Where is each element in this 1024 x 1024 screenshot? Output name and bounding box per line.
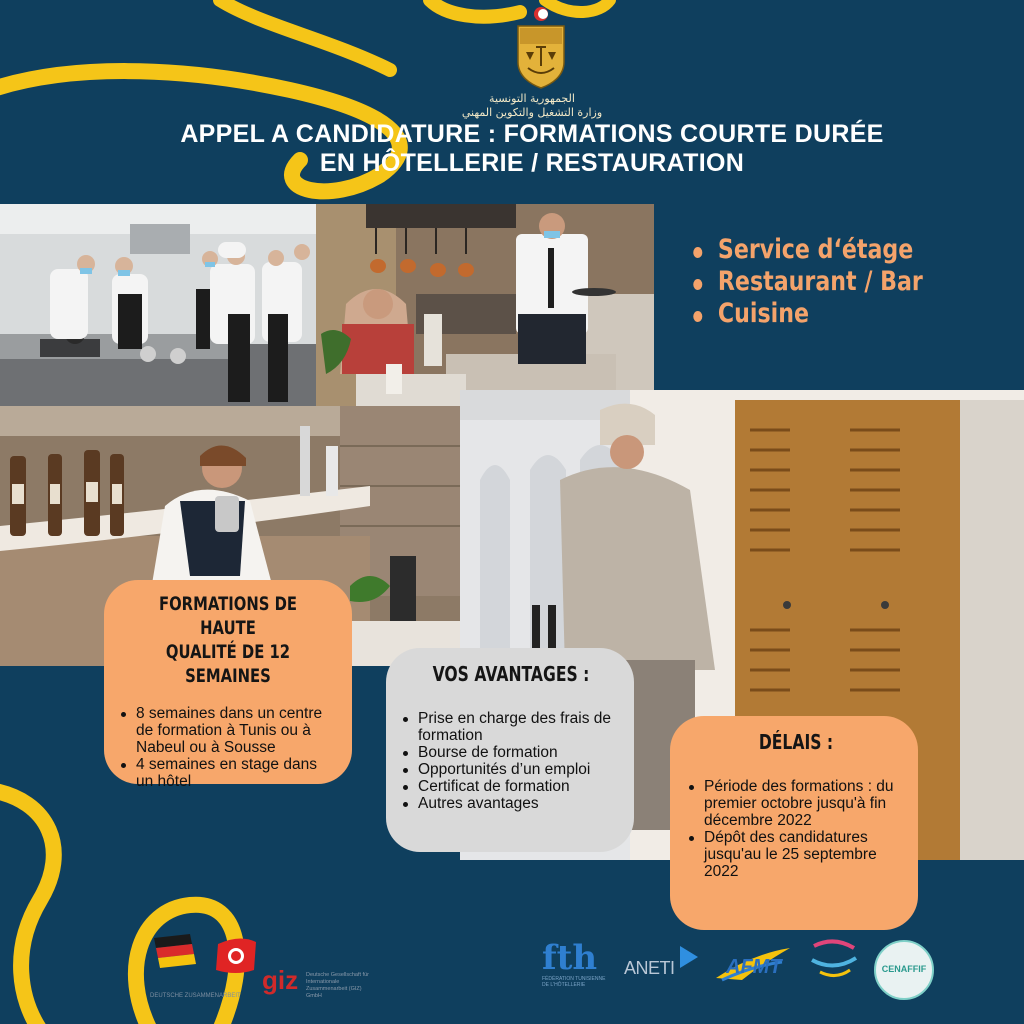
formations-heading-line-1: FORMATIONS DE HAUTE xyxy=(158,593,298,639)
list-item: Bourse de formation xyxy=(400,744,622,761)
ministry-arabic-line-1: الجمهورية التونسية xyxy=(489,92,575,105)
formations-box xyxy=(104,580,352,790)
aneti-wordmark: ANETI xyxy=(624,958,675,978)
cenaffif-logo xyxy=(874,940,934,1000)
german-coop-text: DEUTSCHE ZUSAMMENARBEIT xyxy=(150,993,241,999)
avantages-box xyxy=(386,648,634,852)
cenaffif-wordmark: CENAFFIF xyxy=(881,964,927,974)
programs-list xyxy=(690,234,990,330)
giz-logo xyxy=(262,966,372,1000)
program-item: Restaurant / Bar xyxy=(690,266,936,298)
tunisia-coat-of-arms-icon xyxy=(512,4,570,92)
list-item: Autres avantages xyxy=(400,795,622,812)
list-item: Période des formations : du premier octobre jusqu'à fin décembre 2022 xyxy=(686,778,906,829)
list-item: Opportunités d’un emploi xyxy=(400,761,622,778)
crescent-swirl-icon xyxy=(806,938,862,982)
fth-wordmark: fth xyxy=(542,938,598,978)
fth-text: FÉDÉRATION TUNISIENNE DE L'HÔTELLERIE xyxy=(542,976,606,988)
list-item: 8 semaines dans un centre de formation à Tunis ou à Nabeul ou à Sousse xyxy=(118,705,338,756)
delais-heading: DÉLAIS : xyxy=(758,730,834,754)
title-line-2: EN HÔTELLERIE / RESTAURATION xyxy=(319,149,745,177)
training-agency-logo xyxy=(806,938,862,988)
fth-logo xyxy=(542,940,606,1004)
formations-heading-line-2: QUALITÉ DE 12 SEMAINES xyxy=(165,641,291,687)
delais-list xyxy=(686,778,906,880)
german-cooperation-logo xyxy=(150,930,260,1000)
formations-heading xyxy=(142,592,314,688)
avantages-list xyxy=(400,710,622,812)
title-line-1: APPEL A CANDIDATURE : FORMATIONS COURTE DURÉE xyxy=(180,120,884,148)
list-item: Certificat de formation xyxy=(400,778,622,795)
program-item: Cuisine xyxy=(690,298,936,330)
delais-box xyxy=(670,716,918,930)
giz-text: Deutsche Gesellschaft für Internationale Zusammenarbeit (GIZ) GmbH xyxy=(306,972,369,999)
photo-restaurant-service xyxy=(316,204,654,406)
program-item: Service d‘étage xyxy=(690,234,936,266)
aneti-logo xyxy=(624,944,704,998)
giz-wordmark: giz xyxy=(262,965,299,995)
ministry-arabic-line-2: وزارة التشغيل والتكوين المهني xyxy=(461,106,603,119)
avantages-heading: VOS AVANTAGES : xyxy=(432,662,590,686)
aneti-arrow-icon xyxy=(678,944,700,970)
afmt-logo xyxy=(712,944,794,998)
list-item: Prise en charge des frais de formation xyxy=(400,710,622,744)
list-item: Dépôt des candidatures jusqu'au le 25 septembre 2022 xyxy=(686,829,906,880)
formations-list xyxy=(118,705,338,790)
photo-kitchen-training xyxy=(0,204,316,406)
page-title xyxy=(80,120,984,178)
list-item: 4 semaines en stage dans un hôtel xyxy=(118,756,338,790)
germany-tunisia-flags-icon xyxy=(150,930,260,986)
afmt-wordmark: AFMT xyxy=(726,956,782,978)
